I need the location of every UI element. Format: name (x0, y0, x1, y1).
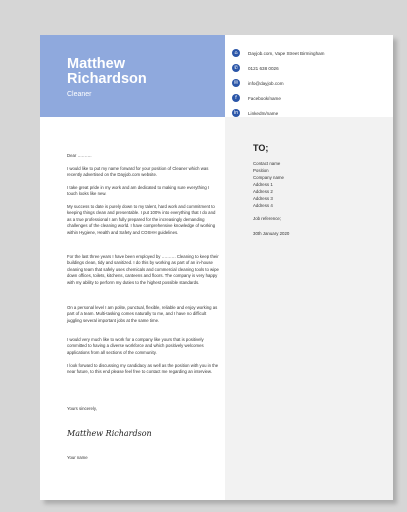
header-band (40, 35, 225, 117)
recipient-position: Position (253, 168, 269, 173)
signature: Matthew Richardson (67, 429, 152, 438)
paragraph-pride: I take great pride in my work and am dedicated to making sure everything I touch looks like new. (67, 185, 210, 197)
contact-row-email (232, 78, 284, 88)
job-reference: Job reference; (253, 216, 282, 221)
resume-sheet (40, 35, 393, 500)
contact-address: Dayjob.com, Vape Street Birmingham (248, 50, 325, 56)
letter-date: 30th January 2020 (253, 231, 290, 236)
location-icon: ⌂ (232, 49, 240, 57)
recipient-address-2: Address 2 (253, 189, 273, 194)
last-name: Richardson (67, 71, 147, 87)
paragraph-intro: I would like to put my name forward for your position of Cleaner which was recently advertised on the Dayjob.com website. (67, 166, 209, 178)
facebook-icon: f (232, 94, 240, 102)
recipient-panel (225, 117, 393, 500)
first-name: Matthew (67, 56, 125, 72)
recipient-contact-name: Contact name (253, 161, 281, 166)
contact-email: info@dayjob.com (248, 80, 284, 86)
contact-linkedin: LinkedIn/name (248, 110, 279, 116)
recipient-address-4: Address 4 (253, 203, 273, 208)
contact-row-phone (232, 63, 279, 73)
contact-facebook: Facebook/name (248, 95, 281, 101)
contact-row-address (232, 48, 325, 58)
paragraph-experience: For the last three years I have been employed by ………. Cleaning to keep their buildings clean, tidy and sanitized. I do this by working as part of an in-house cleaning team that safely uses chemicals and commercial cleaning tools to wipe down offices, toilets, kitchens, canteens and floors. The company is very happy with my ability to perform my duties to the highest possible standards. (67, 254, 219, 285)
to-heading: TO; (253, 143, 269, 153)
linkedin-icon: in (233, 110, 239, 116)
job-title: Cleaner (67, 91, 92, 98)
paragraph-success: My success to date is purely down to my talent, hard work and commitment to keeping things clean and presentable. I put 100% into everything that I do and as a true professional I am fully prepared for the increasingly demanding challenges of the cleaning world. I have comprehensive knowledge of working within Hygiene, Health and Safety and COSHH guidelines. (67, 204, 216, 235)
contact-row-facebook (232, 93, 281, 103)
recipient-address-3: Address 3 (253, 196, 273, 201)
phone-icon: ✆ (233, 65, 239, 71)
recipient-company: Company name (253, 175, 284, 180)
contact-section (225, 35, 393, 117)
your-name: Your name (67, 455, 88, 460)
paragraph-personal: On a personal level I am polite, punctual, flexible, reliable and enjoy working as part of a team. Multi-tasking comes naturally to me, and I have no difficult juggling several important jobs at the same time. (67, 305, 218, 323)
paragraph-diversity: I would very much like to work for a company like yours that is positively committed to having a diverse workforce and which positively welcomes applications from all sections of the community. (67, 337, 204, 355)
closing-line: Yours sincerely, (67, 406, 97, 411)
contact-phone: 0121 638 0026 (248, 65, 279, 71)
email-icon: ✉ (233, 80, 239, 86)
recipient-address-1: Address 1 (253, 182, 273, 187)
paragraph-closing: I look forward to discussing my candidacy as well as the position with you in the near future, to this end please feel free to contact me regarding an interview. (67, 363, 219, 375)
salutation: Dear ………. (67, 153, 92, 158)
